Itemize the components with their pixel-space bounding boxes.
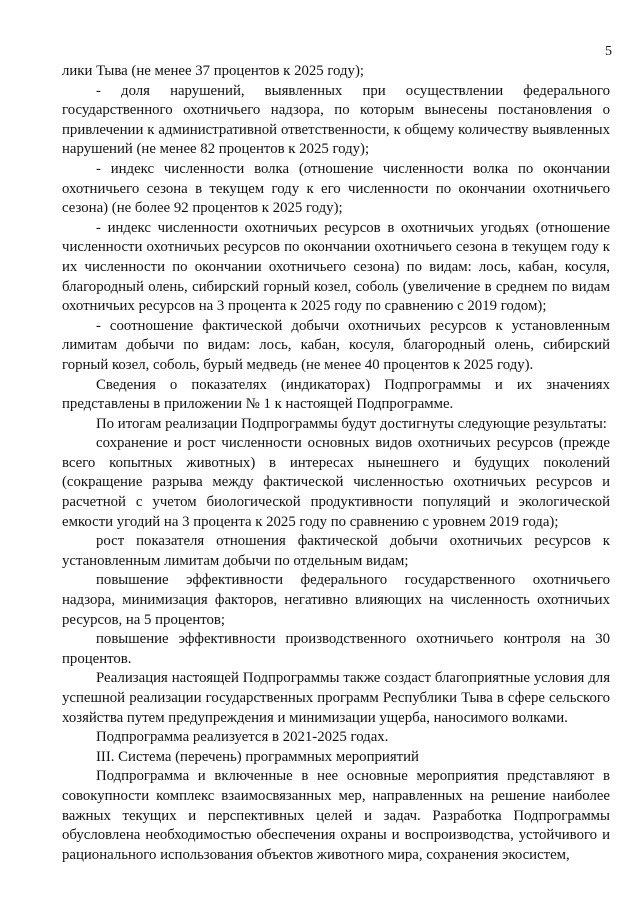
paragraph: - соотношение фактической добычи охотничьих ресурсов к установленным лимитам добычи по видам: лось, кабан, косуля, благородный олень, сибирский горный козел, соболь, бурый медведь (не менее 40 процентов к 2025 году). <box>62 317 610 373</box>
paragraph: сохранение и рост численности основных видов охотничьих ресурсов (прежде всего копытных животных) в интересах нынешнего и будущих поколений (сокращение разрыва между фактической численностью охотничьих ресурсов и расчетной с учетом биологической продуктивности популяций и экологической емкости угодий на 3 процента к 2025 году по сравнению с уровнем 2019 года); <box>62 435 610 530</box>
paragraph: лики Тыва (не менее 37 процентов к 2025 году); <box>62 63 364 79</box>
paragraph: повышение эффективности производственного охотничьего контроля на 30 процентов. <box>62 631 610 667</box>
document-body <box>62 62 610 865</box>
paragraph: Подпрограмма реализуется в 2021-2025 годах. <box>96 729 389 746</box>
paragraph: - доля нарушений, выявленных при осуществлении федерального государственного охотничьего надзора, по которым вынесены постановления о привлечении к административной ответственности, к общему количеству выявленных нарушений (не менее 82 процентов к 2025 году); <box>62 82 610 158</box>
paragraph: Сведения о показателях (индикаторах) Подпрограммы и их значениях представлены в приложении № 1 к настоящей Подпрограмме. <box>62 376 610 413</box>
page-number: 5 <box>605 44 612 59</box>
paragraph: - индекс численности волка (отношение численности волка по окончании охотничьего сезона в текущем году к его численности по окончании охотничьего сезона) (не более 92 процентов к 2025 году); <box>62 160 610 217</box>
paragraph: Реализация настоящей Подпрограммы также создаст благоприятные условия для успешной реализации государственных программ Республики Тыва в сфере сельского хозяйства путем предупреждения и минимизации ущерба, наносимого волками. <box>62 670 610 726</box>
paragraph: Подпрограмма и включенные в нее основные мероприятия представляют в совокупности комплекс взаимосвязанных мер, направленных на решение наиболее важных текущих и перспективных целей и задач. Разработка Подпрограммы обусловлена необходимостью обеспечения охраны и воспроизводства, устойчивого и рационального использования объектов животного мира, сохранения экосистем, <box>62 768 610 863</box>
paragraph: повышение эффективности федерального государственного охотничьего надзора, минимизация факторов, негативно влияющих на численность охотничьих ресурсов, на 5 процентов; <box>62 572 610 628</box>
paragraph: По итогам реализации Подпрограммы будут достигнуты следующие результаты: <box>96 415 607 432</box>
paragraph: - индекс численности охотничьих ресурсов в охотничьих угодьях (отношение численности охотничьих ресурсов по окончании охотничьего сезона в текущем году к их численности по окончании охотничьего сезона) по видам: лось, кабан, косуля, благородный олень, сибирский горный козел, соболь (увеличение в среднем по видам охотничьих ресурсов на 3 процента к 2025 году по сравнению с 2019 годом); <box>62 219 610 315</box>
section-heading: III. Система (перечень) программных мероприятий <box>96 748 419 765</box>
paragraph: рост показателя отношения фактической добычи охотничьих ресурсов к установленным лимитам добычи по отдельным видам; <box>62 533 610 569</box>
